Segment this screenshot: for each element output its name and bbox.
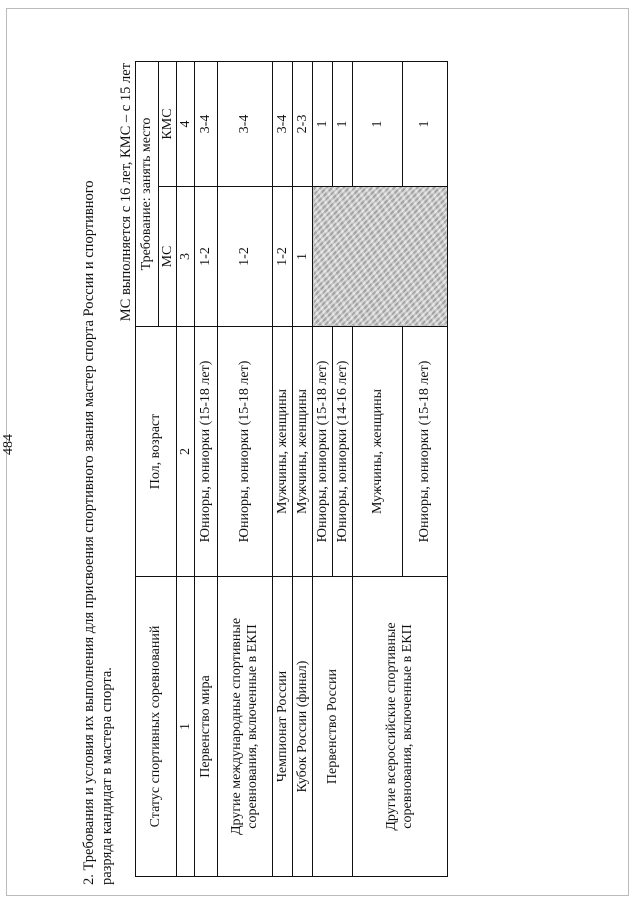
kms-cell: 3-4 [218,62,273,187]
ms-cell: 1-2 [273,187,293,327]
kms-cell: 3-4 [273,62,293,187]
age-note: МС выполняется с 16 лет, КМС – с 15 лет [118,63,134,322]
ms-cell: 1 [293,187,313,327]
sex-age-cell: Юниоры, юниорки (15-18 лет) [403,327,448,577]
status-cell: Другие международные спортивные соревнования, включенные в ЕКП [218,577,273,877]
sex-age-cell: Юниоры, юниорки (15-18 лет) [218,327,273,577]
header-kms: КМС [159,62,177,187]
kms-cell: 1 [403,62,448,187]
heading-line-1: 2. Требования и условия их выполнения для присвоения спортивного звания мастер спорта России и спортивного [81,180,97,885]
status-cell: Первенство мира [195,577,218,877]
table-row [218,62,273,877]
status-cell: Первенство России [313,577,353,877]
ms-cell: 1-2 [218,187,273,327]
header-requirement: Требование: занять место [136,62,159,327]
heading-line-2: разряда кандидат в мастера спорта. [99,667,115,885]
table-row [195,62,218,877]
column-number: 2 [177,327,195,577]
status-cell: Кубок России (финал) [293,577,313,877]
sex-age-cell: Юниоры, юниорки (15-18 лет) [195,327,218,577]
kms-cell: 1 [313,62,333,187]
ms-cell: 1-2 [195,187,218,327]
kms-cell: 2-3 [293,62,313,187]
status-cell: Чемпионат России [273,577,293,877]
column-number: 1 [177,577,195,877]
sex-age-cell: Мужчины, женщины [353,327,403,577]
kms-cell: 1 [333,62,353,187]
table-row [353,62,403,877]
table-row [273,62,293,877]
requirements-table [135,61,448,877]
table-header-row [136,62,159,877]
header-sex-age: Пол, возраст [136,327,177,577]
page-number: 484 [1,434,16,455]
sex-age-cell: Мужчины, женщины [273,327,293,577]
kms-cell: 1 [353,62,403,187]
rotated-page-content [1,55,460,885]
sex-age-cell: Мужчины, женщины [293,327,313,577]
table-row [313,62,333,877]
table-row [293,62,313,877]
sex-age-cell: Юниоры, юниорки (14-16 лет) [333,327,353,577]
column-number-row [177,62,195,877]
section-heading [80,55,116,885]
column-number: 3 [177,187,195,327]
kms-cell: 3-4 [195,62,218,187]
header-ms: МС [159,187,177,327]
ms-not-applicable-shading [313,187,448,327]
header-status: Статус спортивных соревнований [136,577,177,877]
sex-age-cell: Юниоры, юниорки (15-18 лет) [313,327,333,577]
column-number: 4 [177,62,195,187]
status-cell: Другие всероссийские спортивные соревнования, включенные в ЕКП [353,577,448,877]
